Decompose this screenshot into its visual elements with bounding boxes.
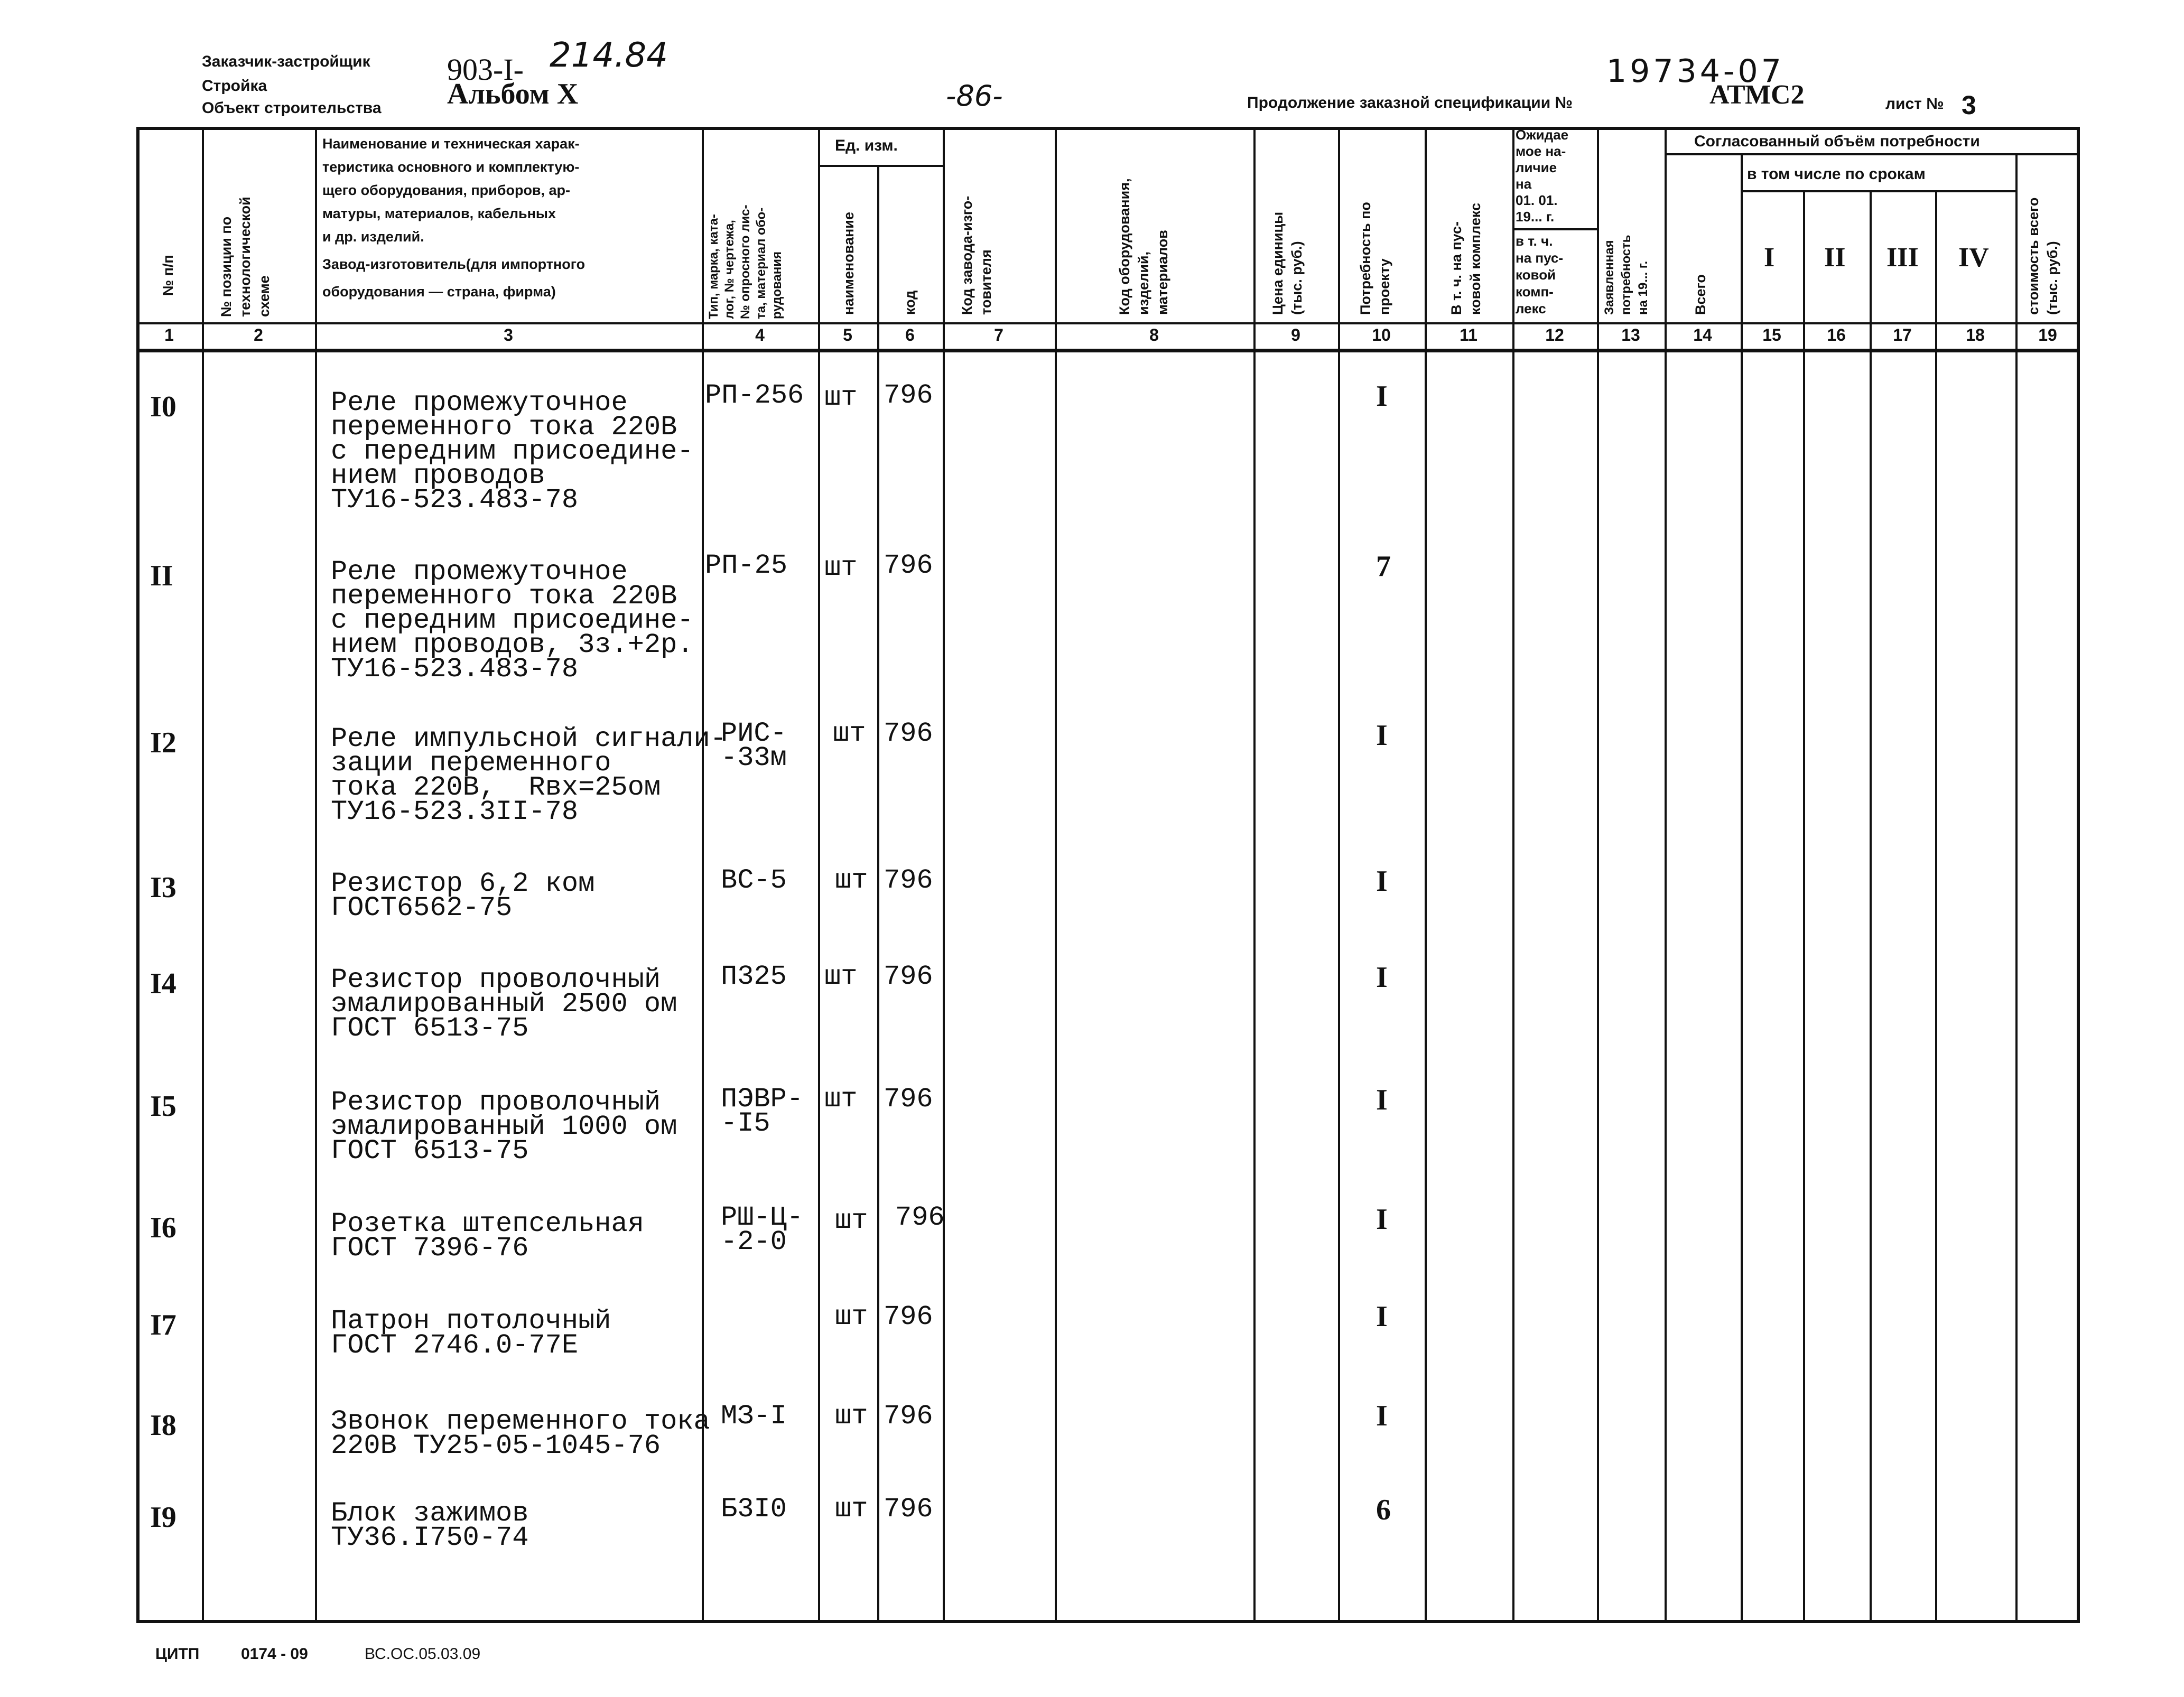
col-divider: [943, 127, 945, 1623]
album-label: Альбом X: [447, 78, 579, 110]
col-divider: [202, 127, 204, 1623]
item-description: Реле импульсной сигнали- зации переменного тока 220В, Rвх=25ом ТУ16-523.3II-78: [331, 723, 727, 827]
item-type: ВС-5: [721, 865, 787, 896]
header-col8: Код оборудования, изделий, материалов: [1117, 178, 1170, 315]
project-need: I: [1376, 1084, 1388, 1116]
header-col12-bottom: в т. ч. на пус- ковой комп- лекс: [1516, 233, 1564, 316]
unit-code: 796: [884, 1301, 933, 1332]
project-need: I: [1376, 865, 1388, 898]
unit-code: 796: [884, 1401, 933, 1432]
header-col13: Заявленная потребность на 19... г.: [1602, 235, 1650, 315]
header-quarter-1: I: [1764, 243, 1775, 273]
column-numbers-bottom-line: [136, 349, 2080, 352]
unit-code: 796: [884, 550, 933, 581]
column-number: 2: [254, 325, 263, 344]
column-number: 15: [1762, 325, 1781, 344]
item-type: ПЭВР- -I5: [721, 1084, 804, 1139]
column-number: 4: [755, 325, 765, 344]
column-number: 12: [1545, 325, 1564, 344]
col-divider: [1512, 127, 1514, 1623]
row-number: I7: [150, 1309, 176, 1341]
row-number: I3: [150, 871, 176, 904]
item-type: РИС- -33м: [721, 718, 787, 773]
column-number: 16: [1827, 325, 1846, 344]
unit-code: 796: [884, 1494, 933, 1525]
row-number: I9: [150, 1501, 176, 1534]
sheet-number: 3: [1962, 90, 1976, 120]
item-type: П325: [721, 961, 787, 992]
header-col14: Всего: [1693, 274, 1708, 315]
col-divider: [1665, 127, 1667, 1623]
col-divider: [1741, 153, 1743, 1623]
header-unit-group: Ед. изм.: [835, 137, 898, 154]
project-need: 7: [1376, 550, 1391, 583]
header-col11: В т. ч. на пус- ковой комплекс: [1448, 202, 1483, 315]
col-divider: [1425, 127, 1427, 1623]
column-number: 1: [164, 325, 174, 344]
row-number: I4: [150, 967, 176, 1000]
row-number: II: [150, 560, 173, 592]
unit-name: шт: [824, 1084, 858, 1115]
unit-name: шт: [835, 1401, 868, 1432]
item-type: Б3I0: [721, 1494, 787, 1525]
col-divider: [2015, 153, 2018, 1623]
header-col5: наименование: [841, 212, 857, 315]
unit-code: 796: [884, 1084, 933, 1115]
column-number: 8: [1149, 325, 1159, 344]
project-need: I: [1376, 1400, 1388, 1432]
item-type: РП-256: [705, 380, 804, 411]
row-number: I6: [150, 1211, 176, 1244]
project-need: I: [1376, 961, 1388, 994]
spec-number-handwritten: 19734-07: [1606, 53, 1785, 90]
header-col3-line: и др. изделий.: [322, 229, 424, 245]
col-divider: [877, 165, 879, 1623]
col-divider: [702, 127, 704, 1623]
agreed-group-line: [1665, 153, 2080, 155]
project-need: I: [1376, 1300, 1388, 1333]
item-description: Резистор проволочный эмалированный 1000 ом ГОСТ 6513-75: [331, 1087, 677, 1167]
unit-name: шт: [824, 961, 858, 992]
unit-name: шт: [824, 552, 858, 583]
item-description: Реле промежуточное переменного тока 220В с передним присоедине- нием проводов ТУ16-523.483-78: [331, 387, 694, 516]
col-divider: [1803, 190, 1805, 1623]
project-need: I: [1376, 1203, 1388, 1236]
sheet-label: лист №: [1885, 95, 1944, 113]
column-number: 6: [905, 325, 915, 344]
header-agreed-group: Согласованный объём потребности: [1694, 133, 1980, 150]
project-code: 903-I-: [447, 52, 524, 87]
unit-name: шт: [835, 1205, 868, 1236]
terms-group-line: [1741, 190, 2015, 192]
unit-code: 796: [884, 380, 933, 411]
unit-name: шт: [835, 1301, 868, 1332]
column-number: 19: [2038, 325, 2057, 344]
footer-org: ЦИТП: [155, 1645, 200, 1663]
item-description: Патрон потолочный ГОСТ 2746.0-77Е: [331, 1306, 611, 1361]
unit-name: шт: [835, 865, 868, 896]
header-col7: Код завода-изго- товителя: [959, 195, 994, 315]
row-number: I8: [150, 1409, 176, 1442]
row-number: I5: [150, 1090, 176, 1123]
project-code-handwritten: 214.84: [550, 36, 668, 75]
column-number: 13: [1621, 325, 1640, 344]
col12-split-line: [1512, 228, 1597, 230]
col-divider: [1055, 127, 1057, 1623]
unit-code: 796: [884, 718, 933, 749]
item-description: Реле промежуточное переменного тока 220В с передним присоедине- нием проводов, 3з.+2р. ТУ16-523.483-78: [331, 556, 694, 685]
header-col4: Тип, марка, ката- лог, № чертежа, № опросного лис- та, материал обо- рудования: [707, 204, 784, 319]
header-col3-line: Наименование и техническая харак-: [322, 136, 580, 152]
header-col3-line: щего оборудования, приборов, ар-: [322, 182, 571, 198]
column-number: 10: [1372, 325, 1391, 344]
item-description: Блок зажимов ТУ36.I750-74: [331, 1498, 529, 1553]
header-col9: Цена единицы (тыс. руб.): [1270, 211, 1305, 315]
header-col3-line: оборудования — страна, фирма): [322, 284, 556, 300]
column-number: 5: [843, 325, 852, 344]
item-description: Резистор проволочный эмалированный 2500 ом ГОСТ 6513-75: [331, 964, 677, 1044]
object-label: Объект строительства: [202, 99, 382, 117]
column-number: 17: [1893, 325, 1912, 344]
unit-name: шт: [833, 718, 866, 749]
unit-code: 796: [884, 961, 933, 992]
unit-code: 796: [884, 865, 933, 896]
spec-label: Продолжение заказной спецификации №: [1247, 94, 1573, 111]
unit-name: шт: [824, 382, 858, 413]
item-type: РШ-Ц- -2-0: [721, 1202, 804, 1257]
construction-label: Стройка: [202, 77, 267, 95]
unit-group-line: [818, 165, 943, 167]
item-description: Звонок переменного тока 220В ТУ25-05-1045-76: [331, 1406, 710, 1461]
header-col3-line: Завод-изготовитель(для импортного: [322, 256, 586, 272]
column-number: 3: [504, 325, 513, 344]
header-col6: код: [902, 290, 918, 315]
column-number: 9: [1291, 325, 1300, 344]
project-need: 6: [1376, 1494, 1391, 1526]
header-bottom-line: [136, 322, 2080, 324]
col-divider: [1338, 127, 1340, 1623]
row-number: I2: [150, 726, 176, 759]
item-type: РП-25: [705, 550, 788, 581]
project-need: I: [1376, 719, 1388, 752]
col-divider: [315, 127, 317, 1623]
unit-name: шт: [835, 1494, 868, 1525]
header-col12-top: Ожидае мое на- личие на 01. 01. 19... г.: [1516, 127, 1569, 225]
row-number: I0: [150, 390, 176, 423]
footer-code: 0174 - 09: [241, 1645, 308, 1663]
col-divider: [1597, 127, 1599, 1623]
item-description: Розетка штепсельная ГОСТ 7396-76: [331, 1208, 644, 1264]
spec-number: АТМС2: [1709, 80, 1805, 110]
header-quarter-2: II: [1824, 243, 1846, 273]
column-number: 18: [1966, 325, 1985, 344]
col-divider: [1870, 190, 1872, 1623]
col-divider: [1935, 190, 1937, 1623]
header-col10: Потребность по проекту: [1358, 202, 1392, 315]
header-col2: № позиции по технологической схеме: [218, 197, 272, 317]
footer-code: ВС.ОС.05.03.09: [365, 1645, 481, 1663]
client-label: Заказчик-застройщик: [202, 53, 370, 70]
column-number: 14: [1693, 325, 1712, 344]
column-number: 7: [994, 325, 1003, 344]
header-col3-line: матуры, материалов, кабельных: [322, 206, 556, 221]
project-need: I: [1376, 380, 1388, 413]
column-number: 11: [1460, 325, 1477, 344]
header-terms-group: в том числе по срокам: [1747, 165, 1926, 183]
header-col19: стоимость всего (тыс. руб.): [2025, 197, 2060, 315]
col-divider: [818, 127, 820, 1623]
header-quarter-4: IV: [1958, 243, 1989, 273]
item-type: МЗ-I: [721, 1401, 787, 1432]
header-quarter-3: III: [1886, 243, 1919, 273]
header-col1: № п/п: [160, 255, 176, 296]
item-description: Резистор 6,2 ком ГОСТ6562-75: [331, 868, 595, 924]
col-divider: [1253, 127, 1256, 1623]
header-col3-line: теристика основного и комплектую-: [322, 159, 580, 175]
unit-code: 796: [895, 1202, 945, 1233]
page-number-handwritten: -86-: [946, 79, 1003, 113]
